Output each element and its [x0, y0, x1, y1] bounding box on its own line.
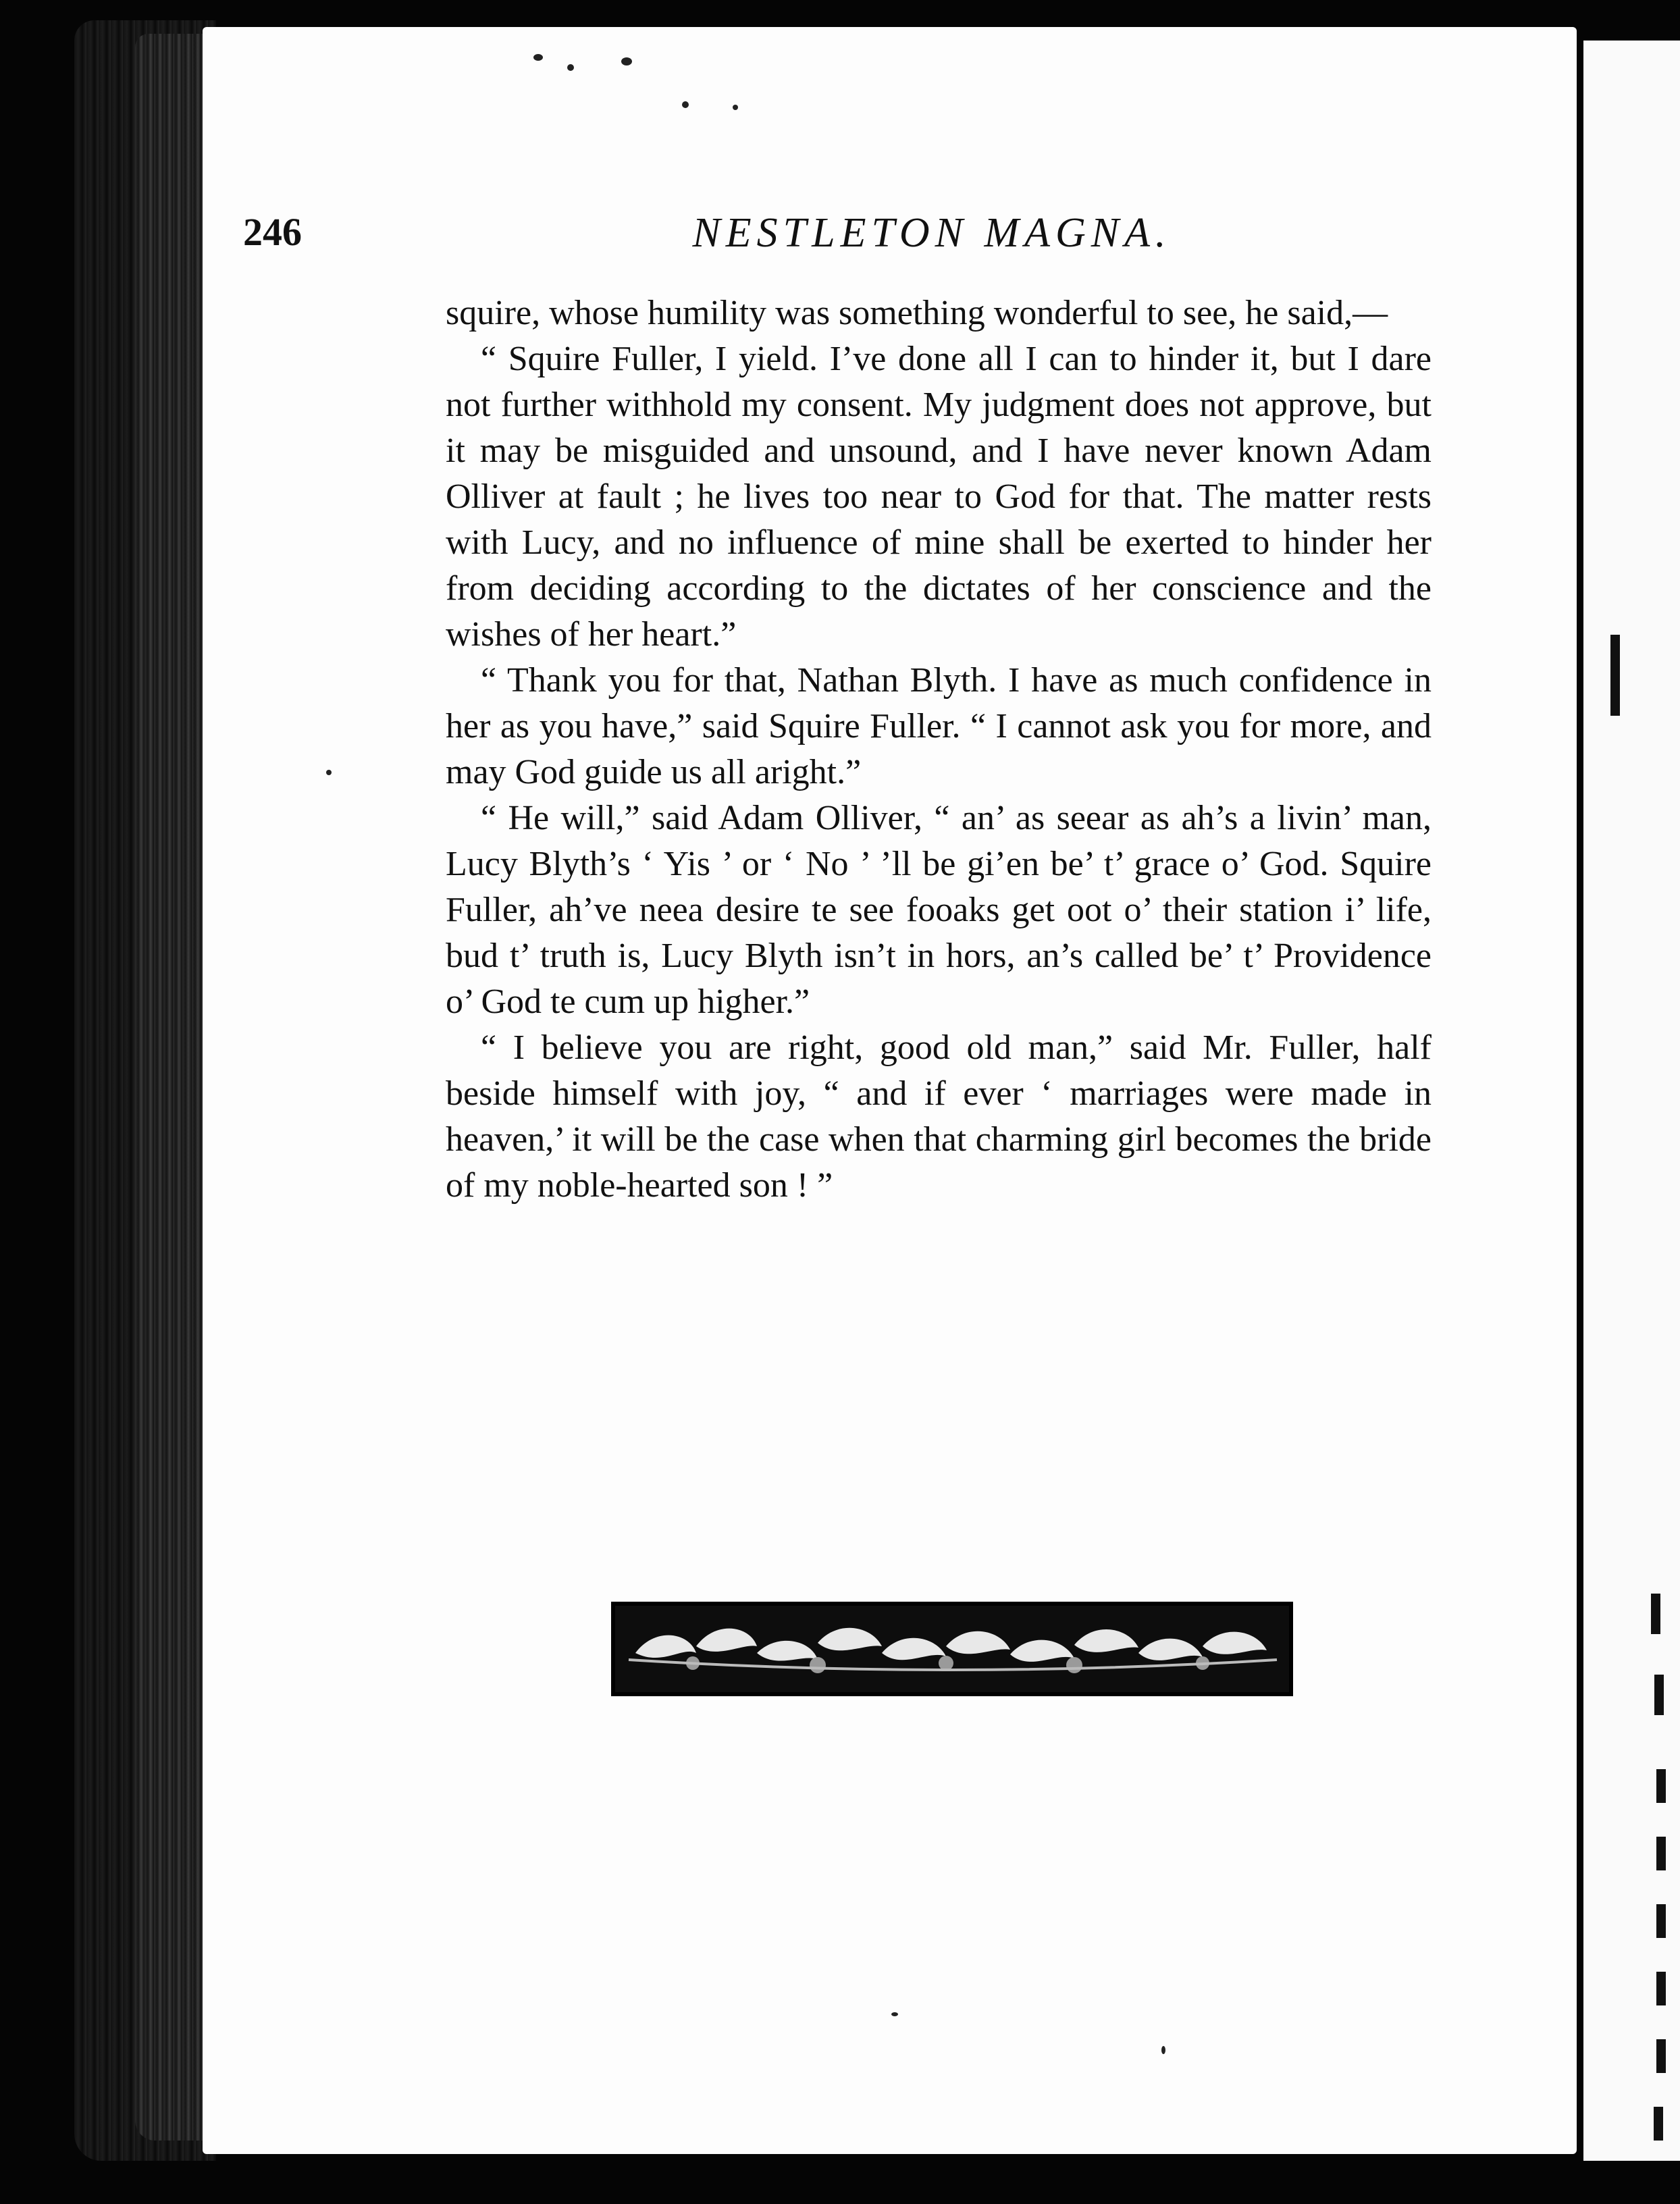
paragraph: “ I believe you are right, good old man,” said Mr. Fuller, half beside himself with joy, “ and if ever ‘ marriages were made in heaven,’ it will be the case when that charming girl becomes the bride of my noble-hearted son ! ”	[446, 1028, 1432, 1205]
body-text	[446, 290, 1432, 1209]
paragraph: “ Thank you for that, Nathan Blyth. I have as much confidence in her as you have,” said Squire Fuller. “ I cannot ask you for more, and may God guide us all aright.”	[446, 661, 1432, 791]
scan-speck	[891, 2012, 898, 2016]
scan-speck	[326, 770, 332, 775]
running-title: NESTLETON MAGNA.	[692, 210, 1172, 256]
paragraph: “ Squire Fuller, I yield. I’ve done all I can to hinder it, but I dare not further withhold my consent. My judgment does not approve, but it may be misguided and unsound, and I have never known Adam Olliver at fault ; he lives too near to God for that. The matter rests with Lucy, and no influence of mine shall be exerted to hinder her from deciding according to the dictates of her conscience and the wishes of her heart.”	[446, 340, 1432, 654]
scan-speck	[567, 64, 574, 71]
scan-speck	[733, 105, 738, 110]
page-number: 246	[243, 210, 302, 254]
floral-tailpiece-icon	[611, 1602, 1293, 1696]
scan-speck	[621, 57, 632, 65]
scan-speck	[533, 54, 543, 61]
scan-speck	[682, 101, 689, 108]
paragraph: squire, whose humility was something wonderful to see, he said,—	[446, 294, 1388, 332]
scan-speck	[1161, 2046, 1165, 2054]
running-head	[243, 209, 1432, 270]
paragraph: “ He will,” said Adam Olliver, “ an’ as seear as ah’s a livin’ man, Lucy Blyth’s ‘ Yis ’ or ‘ No ’ ’ll be gi’en be’ t’ grace o’ God. Squire Fuller, ah’ve neea desire te see fooaks get oot o’ their station i’ life, bud t’ truth is, Lucy Blyth isn’t in hors, an’s called be’ t’ Providence o’ God te cum up higher.”	[446, 799, 1432, 1021]
next-page-sliver	[1583, 41, 1680, 2161]
